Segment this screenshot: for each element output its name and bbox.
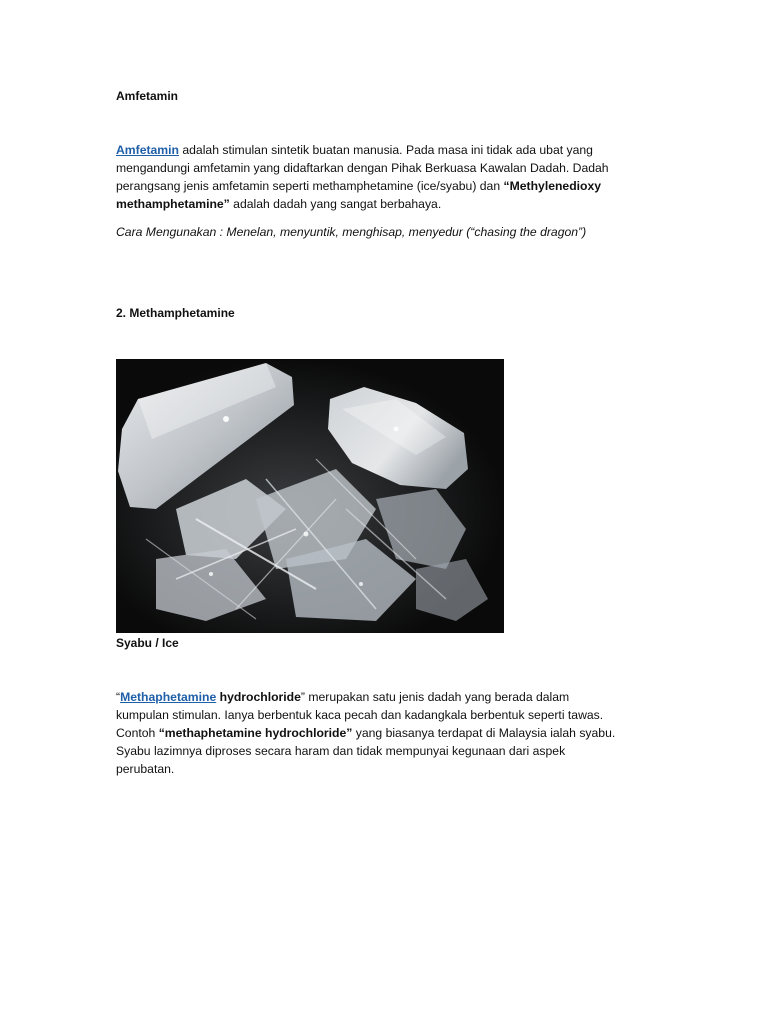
para2-open-quote: “ [116,690,121,704]
intro-line-3-bold: “Methylenedioxy [503,179,602,193]
crystal-meth-photo [116,359,504,633]
para2-line-1-text: ” merupakan satu jenis dadah yang berada dalam [300,690,570,704]
para2-line-5: perubatan. [116,762,175,776]
intro-line-1 [116,141,656,159]
usage-line: Cara Mengunakan : Menelan, menyuntik, menghisap, menyedur (“chasing the dragon”) [116,225,587,239]
para2-line-3-bold: “methaphetamine hydrochloride” [158,726,353,740]
crystal-meth-image [116,359,504,633]
page-title: Amfetamin [116,89,179,103]
para2-line-4: Syabu lazimnya diproses secara haram dan tidak mempunyai kegunaan dari aspek [116,744,566,758]
para2-line-3 [116,724,656,742]
para2-line-1 [116,688,656,706]
intro-line-3-text: perangsang jenis amfetamin seperti methamphetamine (ice/syabu) dan [116,179,504,193]
amfetamin-link[interactable]: Amfetamin [116,143,179,157]
intro-line-4 [116,195,656,213]
section-heading-methamphetamine: 2. Methamphetamine [116,306,235,320]
intro-line-1-text: adalah stimulan sintetik buatan manusia. Pada masa ini tidak ada ubat yang [178,143,593,157]
methamphetamine-paragraph [116,688,656,778]
para2-line-1-bold: hydrochloride [216,690,301,704]
methaphetamine-link[interactable]: Methaphetamine [120,690,217,704]
intro-line-4-bold: methamphetamine” [116,197,230,211]
para2-line-3-text-a: Contoh [116,726,159,740]
intro-line-3 [116,177,656,195]
para2-line-2: kumpulan stimulan. Ianya berbentuk kaca pecah dan kadangkala berbentuk seperti tawas. [116,708,604,722]
para2-line-3-text-b: yang biasanya terdapat di Malaysia ialah syabu. [352,726,616,740]
intro-paragraph [116,141,656,213]
photo-caption: Syabu / Ice [116,636,179,650]
intro-line-4-text: adalah dadah yang sangat berbahaya. [229,197,442,211]
intro-line-2: mengandungi amfetamin yang didaftarkan dengan Pihak Berkuasa Kawalan Dadah. Dadah [116,161,609,175]
